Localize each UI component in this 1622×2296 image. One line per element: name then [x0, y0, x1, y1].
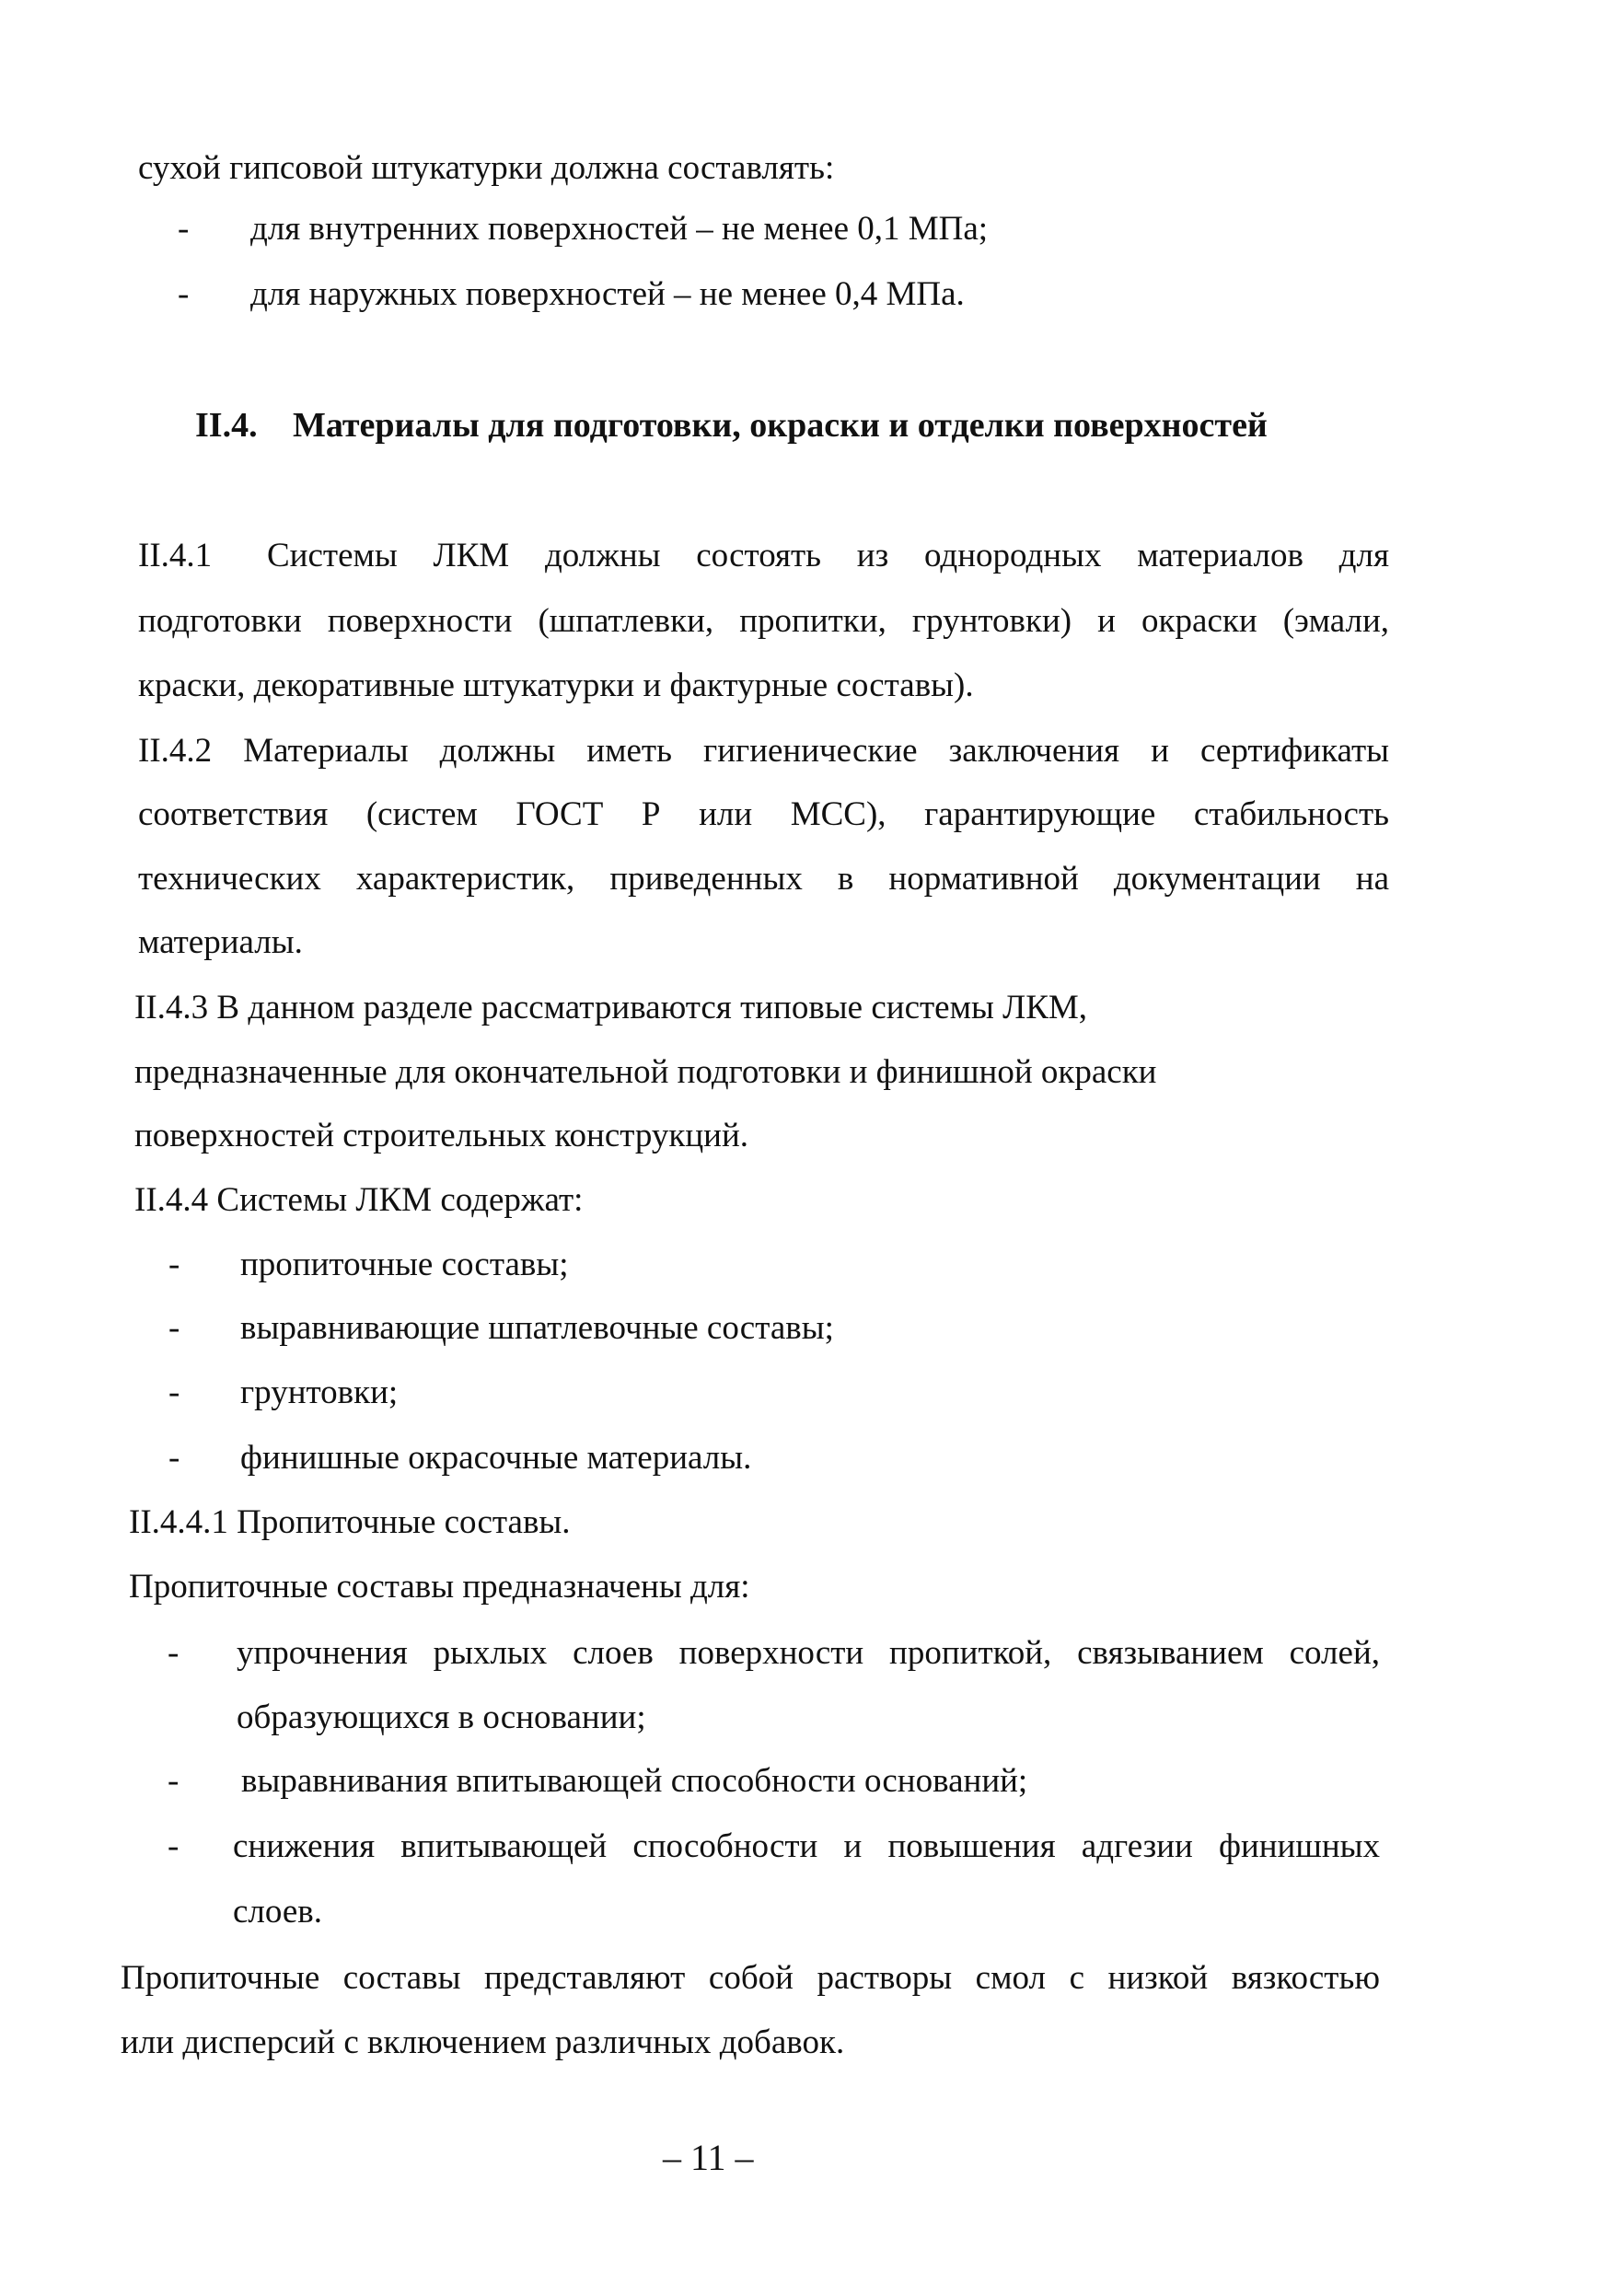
p443-line2: предназначенные для окончательной подготовки и финишной окраски	[134, 1053, 1157, 1091]
intro-line: сухой гипсовой штукатурки должна составлять:	[138, 149, 835, 187]
p4441-bullet-1-line1: упрочнения рыхлых слоев поверхности пропиткой, связыванием солей,	[237, 1634, 1380, 1672]
p4441-heading: II.4.4.1 Пропиточные составы.	[129, 1503, 571, 1541]
p444-bullet-1: пропиточные составы;	[240, 1246, 569, 1283]
p441-number: II.4.1	[138, 537, 213, 574]
p444-bullet-2: выравнивающие шпатлевочные составы;	[240, 1309, 834, 1347]
p444-bullet-3: грунтовки;	[240, 1374, 399, 1411]
bullet-marker: -	[168, 1762, 180, 1800]
p443-line1: II.4.3 В данном разделе рассматриваются типовые системы ЛКМ,	[134, 989, 1088, 1026]
bullet-marker: -	[168, 1374, 180, 1411]
p443-line3: поверхностей строительных конструкций.	[134, 1117, 749, 1154]
bullet-marker: -	[168, 1246, 180, 1283]
bullet-marker: -	[168, 1827, 180, 1865]
bullet-marker: -	[168, 1439, 180, 1477]
p442-line3: технических характеристик, приведенных в нормативной документации на	[138, 860, 1389, 898]
p441-line2: подготовки поверхности (шпатлевки, пропитки, грунтовки) и окраски (эмали,	[138, 602, 1389, 640]
p444-bullet-4: финишные окрасочные материалы.	[240, 1439, 752, 1477]
p442-line4: материалы.	[138, 923, 303, 961]
p4441-bullet-1-line2: образующихся в основании;	[237, 1699, 646, 1736]
bullet-marker: -	[178, 210, 190, 248]
intro-bullet-1: для внутренних поверхностей – не менее 0,1 МПа;	[250, 210, 989, 248]
intro-bullet-2: для наружных поверхностей – не менее 0,4 МПа.	[250, 275, 965, 313]
p441-line1: Системы ЛКМ должны состоять из однородных материалов для	[267, 537, 1389, 574]
page-number: – 11 –	[663, 2137, 754, 2178]
p4441-lead: Пропиточные составы предназначены для:	[129, 1568, 750, 1606]
bullet-marker: -	[178, 275, 190, 313]
bullet-marker: -	[168, 1634, 180, 1672]
p4441-closing-line1: Пропиточные составы представляют собой растворы смол с низкой вязкостью	[121, 1959, 1380, 1997]
p4441-bullet-3-line2: слоев.	[233, 1893, 322, 1931]
bullet-marker: -	[168, 1309, 180, 1347]
section-number: II.4.	[195, 406, 258, 445]
p442-line1: II.4.2 Материалы должны иметь гигиенические заключения и сертификаты	[138, 732, 1389, 770]
p4441-bullet-3-line1: снижения впитывающей способности и повышения адгезии финишных	[233, 1827, 1380, 1865]
p441-line3: краски, декоративные штукатурки и фактурные составы).	[138, 667, 974, 704]
p4441-closing-line2: или дисперсий с включением различных добавок.	[121, 2023, 845, 2061]
p4441-bullet-2: выравнивания впитывающей способности оснований;	[241, 1762, 1028, 1800]
section-title: Материалы для подготовки, окраски и отделки поверхностей	[293, 406, 1268, 445]
p442-line2: соответствия (систем ГОСТ Р или МСС), гарантирующие стабильность	[138, 795, 1389, 833]
p444-line: II.4.4 Системы ЛКМ содержат:	[134, 1181, 584, 1219]
